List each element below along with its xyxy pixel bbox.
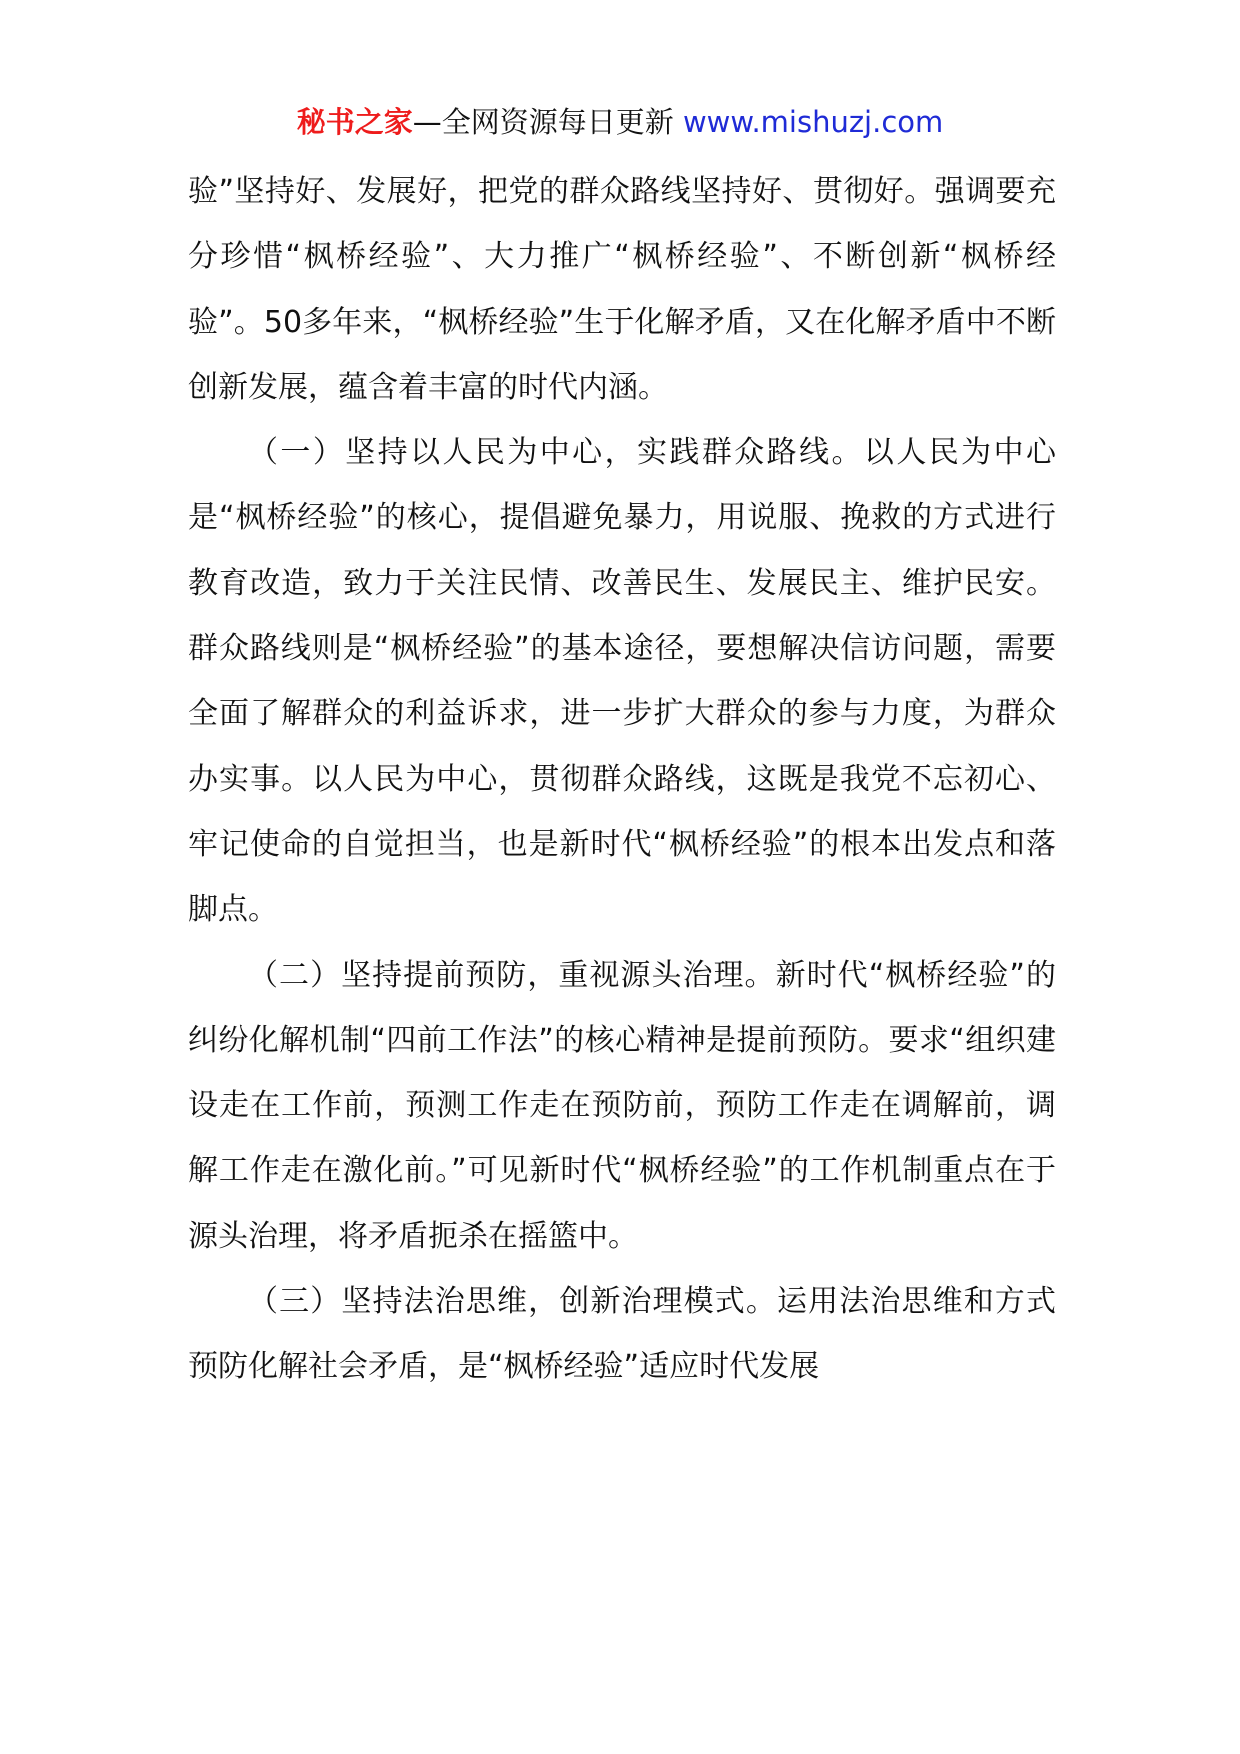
body-paragraph-3: （二）坚持提前预防，重视源头治理。新时代“枫桥经验”的纠纷化解机制“四前工作法”的核心精神是提前预防。要求“组织建设走在工作前，预测工作走在预防前，预防工作走在调解前，调解工作走在激化前。”可见新时代“枫桥经验”的工作机制重点在于源头治理，将矛盾扼杀在摇篮中。 <box>188 957 1056 1254</box>
page-header <box>0 100 1240 144</box>
website-link[interactable]: www.mishuzj.com <box>682 105 944 139</box>
brand-name: 秘书之家 <box>296 105 413 139</box>
document-body <box>188 159 1056 1400</box>
body-paragraph-2: （一）坚持以人民为中心，实践群众路线。以人民为中心是“枫桥经验”的核心，提倡避免暴力，用说服、挽救的方式进行教育改造，致力于关注民情、改善民生、发展民主、维护民安。群众路线则是“枫桥经验”的基本途径，要想解决信访问题，需要全面了解群众的利益诉求，进一步扩大群众的参与力度，为群众办实事。以人民为中心，贯彻群众路线，这既是我党不忘初心、牢记使命的自觉担当，也是新时代“枫桥经验”的根本出发点和落脚点。 <box>188 435 1056 928</box>
header-tagline: —全网资源每日更新 <box>412 105 683 139</box>
body-paragraph-1: 验”坚持好、发展好，把党的群众路线坚持好、贯彻好。强调要充分珍惜“枫桥经验”、大力推广“枫桥经验”、不断创新“枫桥经验”。50多年来，“枫桥经验”生于化解矛盾，又在化解矛盾中不断创新发展，蕴含着丰富的时代内涵。 <box>188 174 1056 405</box>
body-paragraph-4: （三）坚持法治思维，创新治理模式。运用法治思维和方式预防化解社会矛盾，是“枫桥经验”适应时代发展 <box>188 1284 1056 1385</box>
